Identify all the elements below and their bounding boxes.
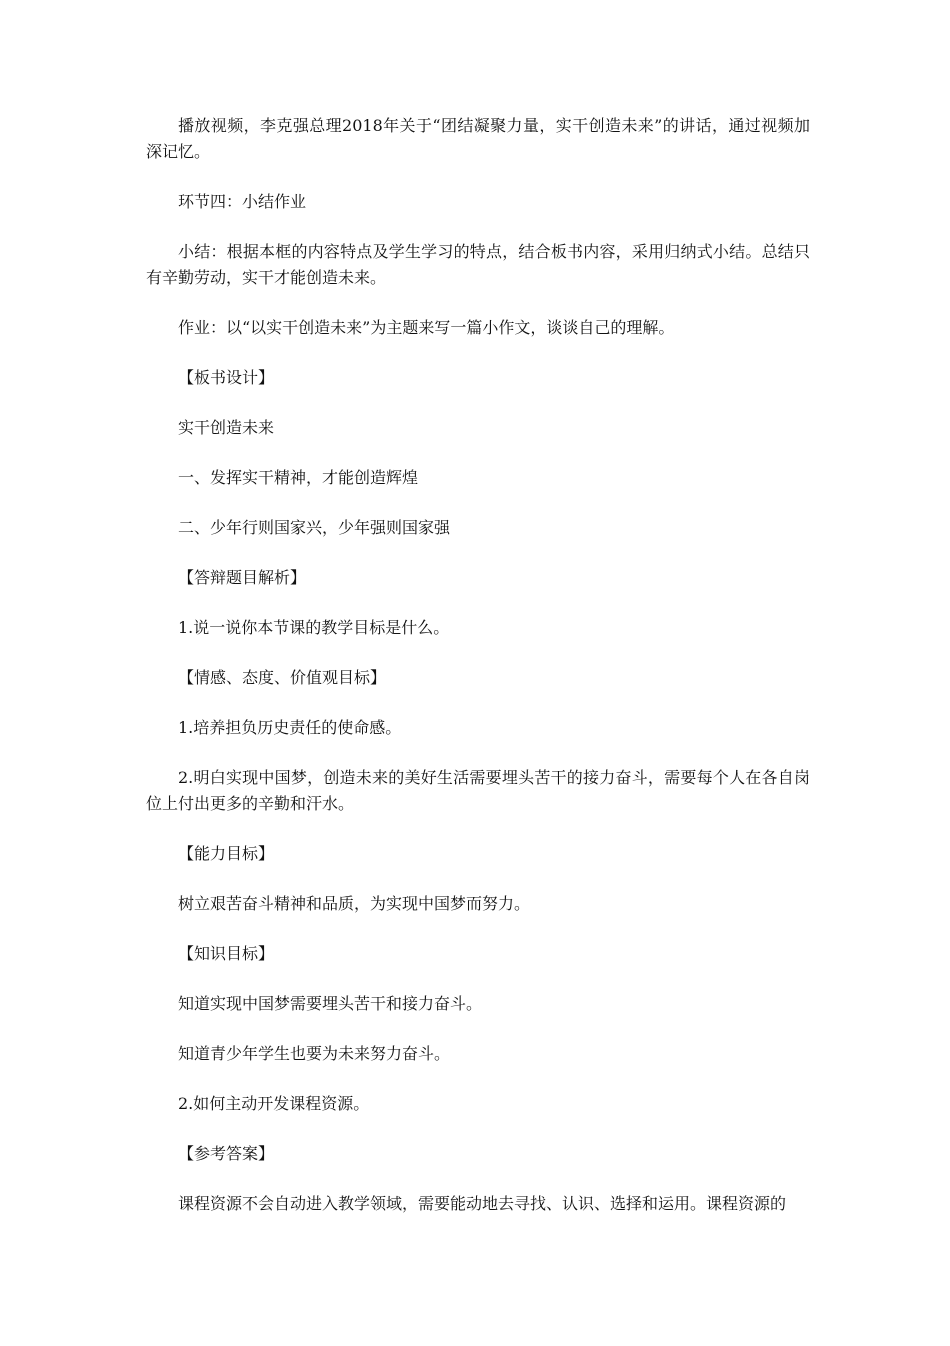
paragraph-summary: 小结：根据本框的内容特点及学生学习的特点，结合板书内容，采用归纳式小结。总结只有辛勤劳动，实干才能创造未来。 bbox=[146, 242, 810, 287]
board-point-one: 一、发挥实干精神，才能创造辉煌 bbox=[178, 468, 419, 487]
heading-knowledge-goals: 【知识目标】 bbox=[178, 944, 275, 963]
knowledge-goal-one: 知道实现中国梦需要埋头苦干和接力奋斗。 bbox=[178, 994, 483, 1013]
heading-reference-answer: 【参考答案】 bbox=[178, 1144, 275, 1163]
heading-ability-goals: 【能力目标】 bbox=[178, 844, 275, 863]
emotion-goal-one: 1.培养担负历史责任的使命感。 bbox=[178, 718, 402, 737]
paragraph-section-four-heading: 环节四：小结作业 bbox=[178, 192, 307, 211]
document-page bbox=[146, 113, 810, 1241]
heading-board-design: 【板书设计】 bbox=[178, 368, 275, 387]
reference-answer-text: 课程资源不会自动进入教学领域，需要能动地去寻找、认识、选择和运用。课程资源的 bbox=[178, 1194, 787, 1213]
question-two: 2.如何主动开发课程资源。 bbox=[178, 1094, 370, 1113]
knowledge-goal-two: 知道青少年学生也要为未来努力奋斗。 bbox=[178, 1044, 451, 1063]
question-one: 1.说一说你本节课的教学目标是什么。 bbox=[178, 618, 450, 637]
heading-defense-analysis: 【答辩题目解析】 bbox=[178, 568, 307, 587]
heading-emotion-goals: 【情感、态度、价值观目标】 bbox=[178, 668, 387, 687]
paragraph-video-intro: 播放视频，李克强总理2018年关于“团结凝聚力量，实干创造未来”的讲话，通过视频加深记忆。 bbox=[146, 116, 810, 161]
paragraph-homework: 作业：以“以实干创造未来”为主题来写一篇小作文，谈谈自己的理解。 bbox=[178, 318, 675, 337]
ability-goal: 树立艰苦奋斗精神和品质，为实现中国梦而努力。 bbox=[178, 894, 531, 913]
emotion-goal-two: 2.明白实现中国梦，创造未来的美好生活需要埋头苦干的接力奋斗，需要每个人在各自岗位上付出更多的辛勤和汗水。 bbox=[146, 768, 810, 813]
board-point-two: 二、少年行则国家兴，少年强则国家强 bbox=[178, 518, 451, 537]
board-title: 实干创造未来 bbox=[178, 418, 275, 437]
